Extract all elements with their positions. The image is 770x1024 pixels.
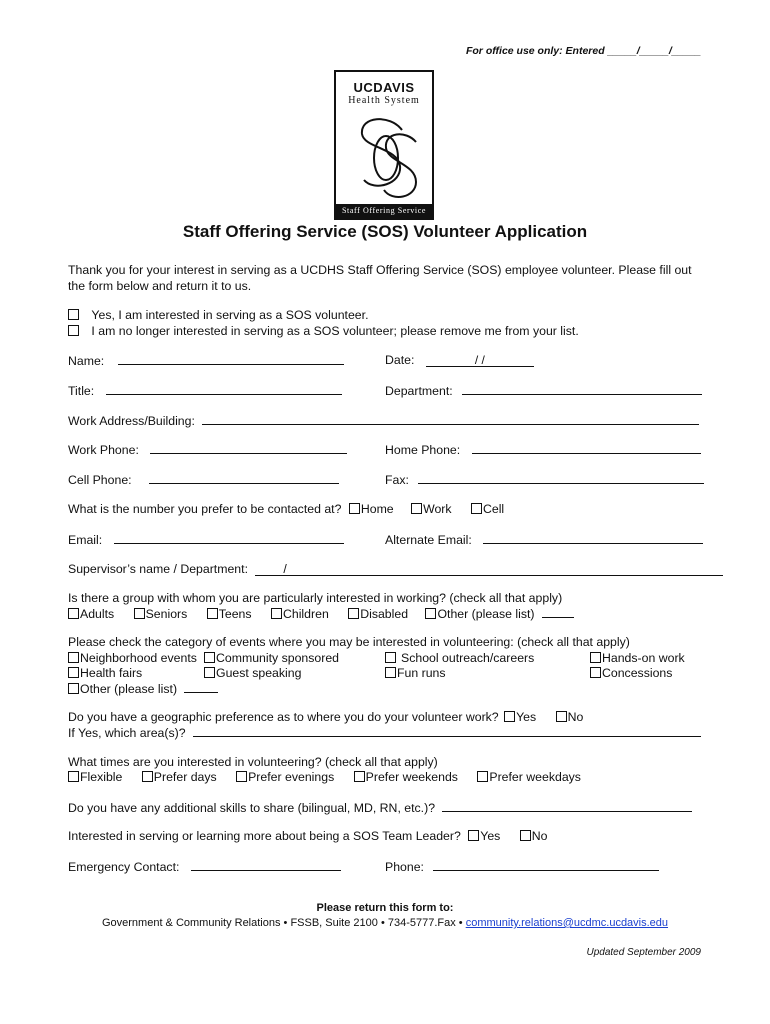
leader-yes-checkbox[interactable] <box>468 830 479 841</box>
date-label: Date: <box>385 353 415 367</box>
office-use-note: For office use only: Entered _____/_____/_____ <box>465 45 701 57</box>
department-label: Department: <box>385 384 453 398</box>
group-seniors-label: Seniors <box>145 607 188 621</box>
event-other-label: Other (please list) <box>80 682 178 696</box>
event-handson-label: Hands-on work <box>602 651 685 665</box>
times-question: What times are you interested in volunteering? (check all that apply) <box>68 755 438 769</box>
return-email-link[interactable]: community.relations@ucdmc.ucdavis.edu <box>465 917 669 929</box>
home-phone-field[interactable] <box>472 442 701 454</box>
logo-ucdavis-text: UCDAVIS <box>353 80 415 95</box>
geo-yes-checkbox[interactable] <box>504 711 515 722</box>
supervisor-field[interactable]: / <box>255 564 723 576</box>
leader-no-checkbox[interactable] <box>520 830 531 841</box>
event-community-checkbox[interactable] <box>204 652 215 663</box>
skills-label: Do you have any additional skills to share (bilingual, MD, RN, etc.)? <box>68 801 436 815</box>
prefer-cell-label: Cell <box>482 502 505 516</box>
preferred-number-label: What is the number you prefer to be contacted at? <box>68 502 342 516</box>
group-other-checkbox[interactable] <box>425 608 436 619</box>
event-guest-label: Guest speaking <box>216 666 302 680</box>
group-teens-label: Teens <box>218 607 252 621</box>
group-children-label: Children <box>282 607 329 621</box>
event-concessions-label: Concessions <box>602 666 673 680</box>
name-label: Name: <box>68 354 105 368</box>
leader-question: Interested in serving or learning more about being a SOS Team Leader? <box>68 829 461 843</box>
alternate-email-field[interactable] <box>483 532 703 544</box>
logo-health-system-text: Health System <box>348 95 420 106</box>
interested-no-checkbox[interactable] <box>68 325 79 336</box>
event-funruns-label: Fun runs <box>397 666 446 680</box>
time-days-checkbox[interactable] <box>142 771 153 782</box>
logo-staff-offering-bar: Staff Offering Service <box>336 204 432 218</box>
time-evenings-checkbox[interactable] <box>236 771 247 782</box>
time-flexible-checkbox[interactable] <box>68 771 79 782</box>
interested-no-label: I am no longer interested in serving as a SOS volunteer; please remove me from your list. <box>91 324 579 338</box>
time-days-label: Prefer days <box>153 770 217 784</box>
geo-question: Do you have a geographic preference as to where you do your volunteer work? <box>68 710 499 724</box>
event-school-checkbox[interactable] <box>385 652 396 663</box>
group-disabled-label: Disabled <box>360 607 409 621</box>
geo-which-label: If Yes, which area(s)? <box>68 726 186 740</box>
prefer-home-label: Home <box>360 502 394 516</box>
emergency-contact-label: Emergency Contact: <box>68 860 180 874</box>
group-disabled-checkbox[interactable] <box>348 608 359 619</box>
prefer-work-label: Work <box>423 502 452 516</box>
phone-label: Phone: <box>385 860 424 874</box>
return-form-heading: Please return this form to: <box>316 902 454 914</box>
time-weekends-label: Prefer weekends <box>365 770 458 784</box>
emergency-contact-field[interactable] <box>191 859 341 871</box>
intro-text: Thank you for your interest in serving as a UCDHS Staff Offering Service (SOS) employee volunteer. Please fill out the form below and return it to us. <box>68 263 692 293</box>
interested-yes-checkbox[interactable] <box>68 309 79 320</box>
alternate-email-label: Alternate Email: <box>385 533 472 547</box>
time-weekdays-checkbox[interactable] <box>477 771 488 782</box>
group-adults-checkbox[interactable] <box>68 608 79 619</box>
fax-field[interactable] <box>418 472 704 484</box>
event-other-field[interactable] <box>184 681 218 693</box>
work-phone-label: Work Phone: <box>68 443 139 457</box>
event-school-label: School outreach/careers <box>401 651 535 665</box>
cell-phone-label: Cell Phone: <box>68 473 132 487</box>
sos-monogram-icon <box>350 112 420 204</box>
event-neighborhood-checkbox[interactable] <box>68 652 79 663</box>
event-guest-checkbox[interactable] <box>204 667 215 678</box>
return-address <box>0 917 770 929</box>
phone-field[interactable] <box>433 859 659 871</box>
interested-yes-label: Yes, I am interested in serving as a SOS volunteer. <box>91 308 369 322</box>
title-field[interactable] <box>106 383 342 395</box>
event-community-label: Community sponsored <box>216 651 340 665</box>
work-address-field[interactable] <box>202 413 699 425</box>
sos-logo <box>334 70 434 220</box>
geo-which-field[interactable] <box>193 725 701 737</box>
group-teens-checkbox[interactable] <box>207 608 218 619</box>
event-other-checkbox[interactable] <box>68 683 79 694</box>
geo-yes-label: Yes <box>516 710 537 724</box>
home-phone-label: Home Phone: <box>385 443 461 457</box>
time-evenings-label: Prefer evenings <box>248 770 335 784</box>
event-handson-checkbox[interactable] <box>590 652 601 663</box>
fax-label: Fax: <box>385 473 409 487</box>
leader-no-label: No <box>531 829 548 843</box>
geo-no-checkbox[interactable] <box>556 711 567 722</box>
event-funruns-checkbox[interactable] <box>385 667 396 678</box>
time-flexible-label: Flexible <box>80 770 123 784</box>
group-other-field[interactable] <box>542 606 574 618</box>
prefer-home-checkbox[interactable] <box>349 503 360 514</box>
geo-no-label: No <box>567 710 584 724</box>
cell-phone-field[interactable] <box>149 472 339 484</box>
email-label: Email: <box>68 533 103 547</box>
work-address-label: Work Address/Building: <box>68 414 195 428</box>
skills-field[interactable] <box>442 800 692 812</box>
event-concessions-checkbox[interactable] <box>590 667 601 678</box>
group-seniors-checkbox[interactable] <box>134 608 145 619</box>
group-other-label: Other (please list) <box>437 607 535 621</box>
leader-yes-label: Yes <box>480 829 501 843</box>
updated-date: Updated September 2009 <box>586 947 701 958</box>
supervisor-label: Supervisor’s name / Department: <box>68 562 248 576</box>
prefer-work-checkbox[interactable] <box>411 503 422 514</box>
date-field[interactable]: / / <box>426 355 534 367</box>
event-health-label: Health fairs <box>80 666 143 680</box>
work-phone-field[interactable] <box>150 442 347 454</box>
event-neighborhood-label: Neighborhood events <box>80 651 197 665</box>
time-weekends-checkbox[interactable] <box>354 771 365 782</box>
groups-question: Is there a group with whom you are particularly interested in working? (check all that apply) <box>68 591 563 605</box>
name-field[interactable] <box>118 353 344 365</box>
page-title: Staff Offering Service (SOS) Volunteer Application <box>182 222 588 241</box>
prefer-cell-checkbox[interactable] <box>471 503 482 514</box>
return-address-text: Government & Community Relations • FSSB, Suite 2100 • 734-5777.Fax • <box>101 917 466 929</box>
title-label: Title: <box>68 384 95 398</box>
group-adults-label: Adults <box>80 607 115 621</box>
event-health-checkbox[interactable] <box>68 667 79 678</box>
department-field[interactable] <box>462 383 702 395</box>
time-weekdays-label: Prefer weekdays <box>489 770 581 784</box>
email-field[interactable] <box>114 532 344 544</box>
events-question: Please check the category of events where you may be interested in volunteering: (check all that apply) <box>68 635 630 649</box>
group-children-checkbox[interactable] <box>271 608 282 619</box>
